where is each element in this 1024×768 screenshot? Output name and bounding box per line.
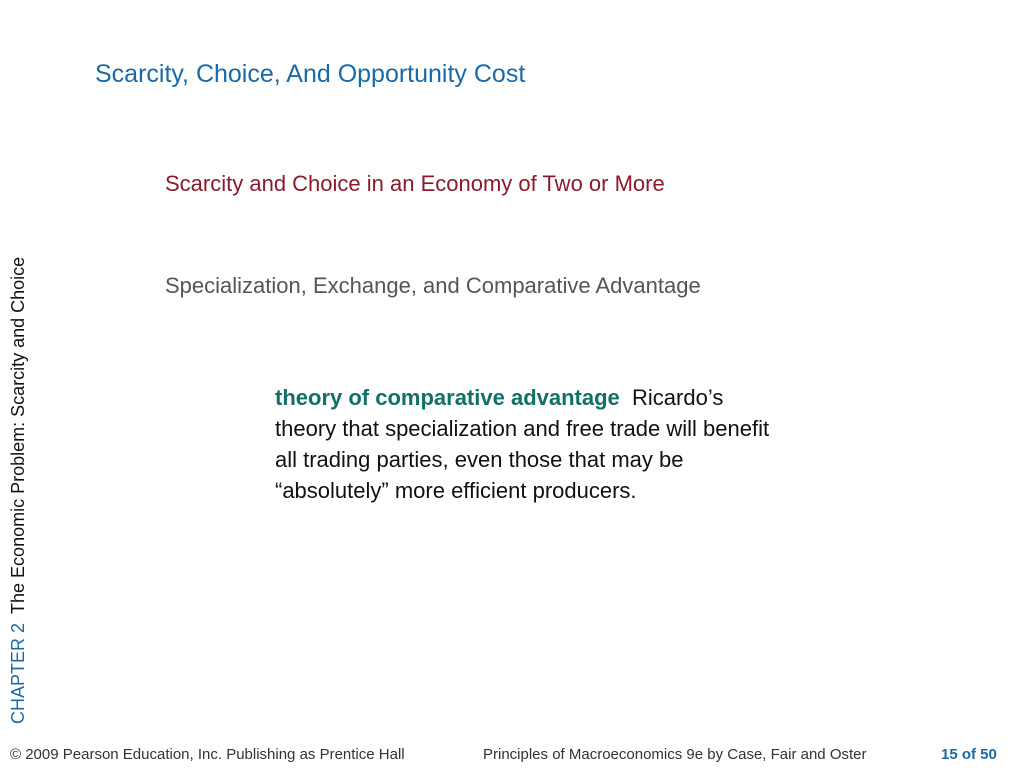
subsection-heading: Specialization, Exchange, and Comparative Advantage [165,273,701,298]
definition-line-4: “absolutely” more efficient producers. [275,478,637,503]
definition-term: theory of comparative advantage [275,385,620,410]
definition-line-3: all trading parties, even those that may be [275,447,684,472]
footer-page-number: 15 of 50 [941,746,997,763]
footer-copyright: © 2009 Pearson Education, Inc. Publishing as Prentice Hall [10,746,405,763]
definition-first-line [275,382,865,413]
footer-book-title: Principles of Macroeconomics 9e by Case, Fair and Oster [483,746,867,763]
definition-block [275,382,865,506]
chapter-side-label [8,257,29,724]
definition-line-1: Ricardo’s [632,385,724,410]
definition-line-2: theory that specialization and free trade will benefit [275,416,770,441]
section-heading: Scarcity and Choice in an Economy of Two or More [165,171,665,196]
slide-title: Scarcity, Choice, And Opportunity Cost [95,60,526,88]
slide-footer [0,746,1024,766]
chapter-number: CHAPTER 2 [8,622,28,724]
chapter-title: The Economic Problem: Scarcity and Choice [8,256,28,614]
